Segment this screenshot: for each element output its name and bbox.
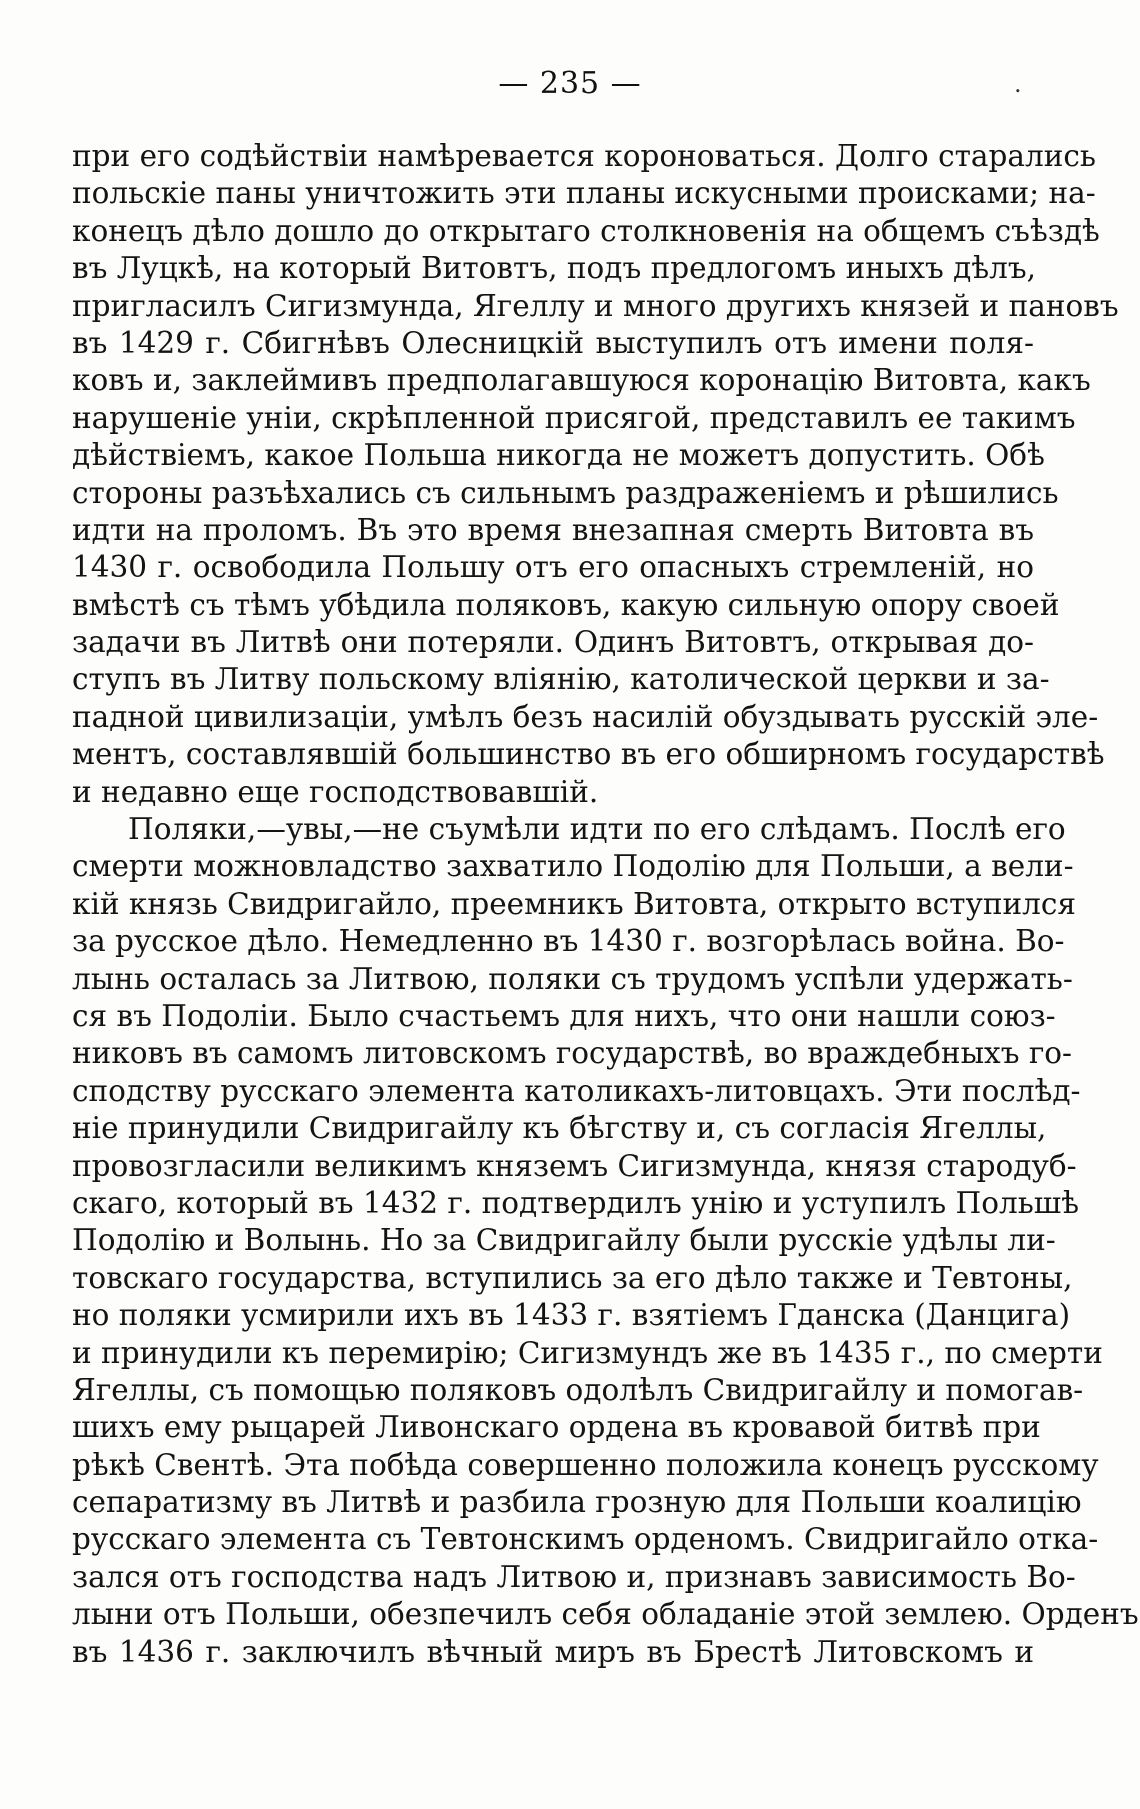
text-line: задачи въ Литвѣ они потеряли. Одинъ Витовтъ, открывая до-	[72, 625, 1034, 660]
text-line: вмѣстѣ съ тѣмъ убѣдила поляковъ, какую сильную опору своей	[72, 587, 1060, 622]
text-line: нарушеніе уніи, скрѣпленной присягой, представилъ ее такимъ	[72, 400, 1076, 435]
text-line: Подолію и Волынь. Но за Свидригайлу были русскіе удѣлы ли-	[72, 1223, 1056, 1258]
text-line: зался отъ господства надъ Литвою и, признавъ зависимость Во-	[72, 1559, 1076, 1594]
text-line: но поляки усмирили ихъ въ 1433 г. взятіемъ Гданска (Данцига)	[72, 1298, 1071, 1333]
text-line: въ Луцкѣ, на который Витовтъ, подъ предлогомъ иныхъ дѣлъ,	[72, 251, 1036, 286]
text-line: сепаратизму въ Литвѣ и разбила грозную для Польши коалицію	[72, 1485, 1082, 1520]
text-line: товскаго государства, вступились за его дѣло также и Тевтоны,	[72, 1260, 1073, 1295]
text-line: ніе принудили Свидригайлу къ бѣгству и, съ согласія Ягеллы,	[72, 1111, 1047, 1146]
text-line: и принудили къ перемирію; Сигизмундъ же въ 1435 г., по смерти	[72, 1335, 1103, 1370]
text-line: скаго, который въ 1432 г. подтвердилъ унію и уступилъ Польшѣ	[72, 1185, 1080, 1220]
text-line: никовъ въ самомъ литовскомъ государствѣ, во враждебныхъ го-	[72, 1036, 1073, 1071]
text-line: 1430 г. освободила Польшу отъ его опасныхъ стремленій, но	[72, 550, 1034, 585]
text-line: сподству русскаго элемента католикахъ-литовцахъ. Эти послѣд-	[72, 1073, 1081, 1108]
text-line: при его содѣйствіи намѣревается короноваться. Долго старались	[72, 139, 1096, 173]
text-line: ментъ, составлявшій большинство въ его обширномъ государствѣ	[72, 737, 1105, 772]
text-line: падной цивилизаціи, умѣлъ безъ насилій обуздывать русскій эле-	[72, 699, 1099, 734]
text-line: провозгласили великимъ княземъ Сигизмунда, князя стародуб-	[72, 1148, 1077, 1183]
text-line: лынь осталась за Литвою, поляки съ трудомъ успѣли удержать-	[72, 961, 1073, 996]
text-line: шихъ ему рыцарей Ливонскаго ордена въ кровавой битвѣ при	[72, 1410, 1041, 1445]
text-line: ковъ и, заклеймивъ предполагавшуюся коронацію Витовта, какъ	[72, 363, 1091, 398]
text-line: ся въ Подоліи. Было счастьемъ для нихъ, что они нашли союз-	[72, 998, 1056, 1033]
page-number: — 235 —	[498, 66, 642, 101]
text-line: смерти можновладство захватило Подолію для Польши, а вели-	[72, 849, 1074, 884]
text-line: кій князь Свидригайло, преемникъ Витовта, открыто вступился	[72, 886, 1077, 921]
text-line: стороны разъѣхались съ сильнымъ раздраженіемъ и рѣшились	[72, 475, 1059, 510]
text-line: дѣйствіемъ, какое Польша никогда не можетъ допустить. Обѣ	[72, 438, 1045, 473]
text-line: идти на проломъ. Въ это время внезапная смерть Витовта въ	[72, 512, 1034, 547]
text-line: въ 1429 г. Сбигнѣвъ Олесницкій выступилъ отъ имени поля-	[72, 325, 1034, 360]
text-line: ступъ въ Литву польскому вліянію, католической церкви и за-	[72, 662, 1050, 697]
corner-mark: .	[1014, 70, 1022, 98]
text-line: русскаго элемента съ Тевтонскимъ орденомъ. Свидригайло отка-	[72, 1522, 1099, 1557]
text-line: лыни отъ Польши, обезпечилъ себя обладаніе этой землею. Орденъ	[72, 1597, 1139, 1632]
text-line: за русское дѣло. Немедленно въ 1430 г. возгорѣлась война. Во-	[72, 924, 1065, 959]
text-line: рѣкѣ Свентѣ. Эта побѣда совершенно положила конецъ русскому	[72, 1447, 1099, 1482]
text-line: польскіе паны уничтожить эти планы искусными происками; на-	[72, 176, 1096, 211]
text-line: и недавно еще господствовавшій.	[72, 774, 599, 809]
text-line: Ягеллы, съ помощью поляковъ одолѣлъ Свидригайлу и помогав-	[72, 1372, 1084, 1407]
text-line: пригласилъ Сигизмунда, Ягеллу и много другихъ князей и пановъ	[72, 288, 1119, 323]
text-line: конецъ дѣло дошло до открытаго столкновенія на общемъ съѣздѣ	[72, 213, 1100, 248]
text-line: Поляки,—увы,—не съумѣли идти по его слѣдамъ. Послѣ его	[128, 812, 1066, 847]
text-line: въ 1436 г. заключилъ вѣчный миръ въ Брестѣ Литовскомъ и	[72, 1634, 1034, 1669]
body-text	[72, 138, 1139, 1671]
